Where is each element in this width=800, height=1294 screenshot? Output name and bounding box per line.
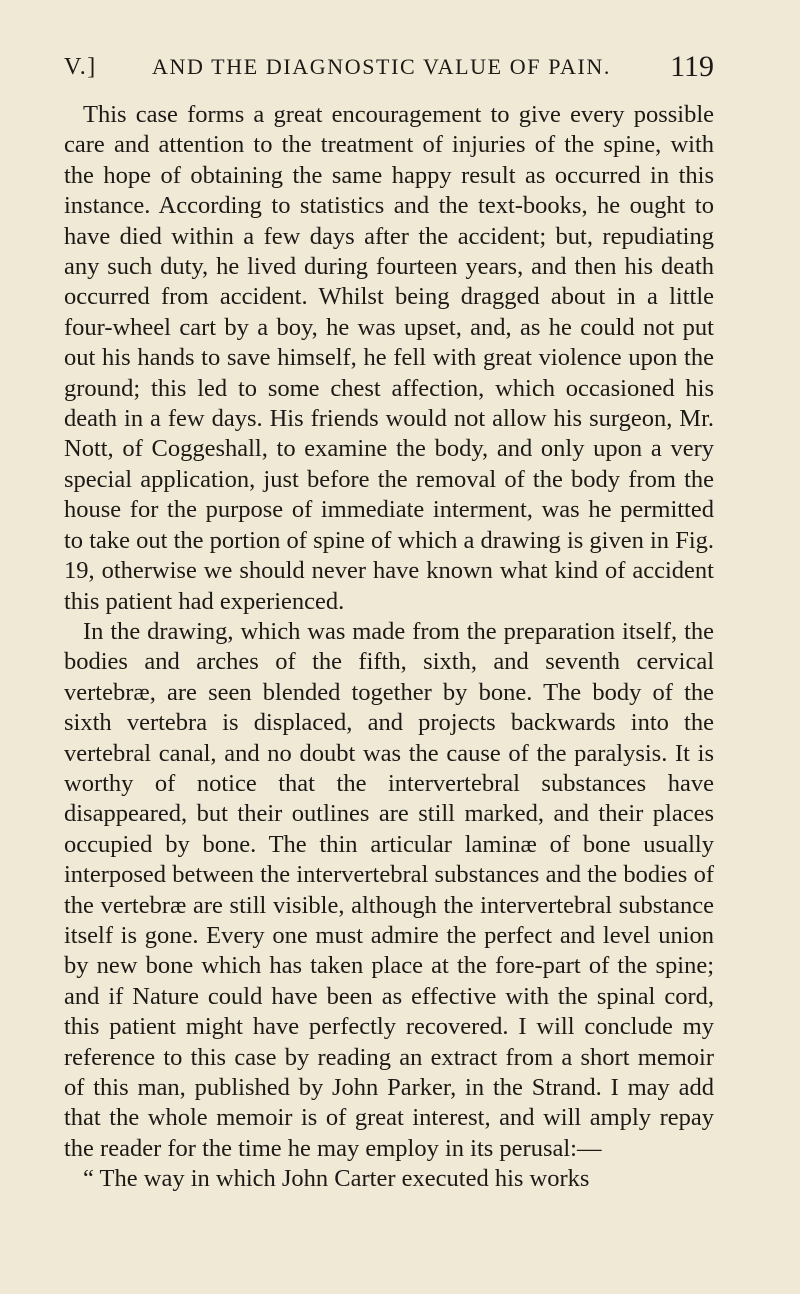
running-head	[64, 50, 714, 90]
paragraph-3: “ The way in which John Carter executed his works	[83, 1165, 590, 1193]
body-text	[64, 100, 714, 1195]
page-number: 119	[670, 50, 714, 83]
running-title: AND THE DIAGNOSTIC VALUE OF PAIN.	[152, 54, 612, 79]
paragraph-1: This case forms a great encouragement to give every possible care and attention to the treatment of injuries of the spine, with the hope of obtaining the same happy result as occurred in this instance. According to statistics and the text-books, he ought to have died within a few days after the accident; but, repudiating any such duty, he lived during fourteen years, and then his death occurred from accident. Whilst being dragged about in a little four-wheel cart by a boy, he was upset, and, as he could not put out his hands to save himself, he fell with great violence upon the ground; this led to some chest affection, which occasioned his death in a few days. His friends would not allow his surgeon, Mr. Nott, of Coggeshall, to examine the body, and only upon a very special application, just before the removal of the body from the house for the purpose of immediate interment, was he permitted to take out the portion of spine of which a drawing is given in Fig. 19, otherwise we should never have known what kind of accident this patient had experienced.	[64, 101, 714, 615]
paragraph-2: In the drawing, which was made from the preparation itself, the bodies and arches of the fifth, sixth, and seventh cervical vertebræ, are seen blended together by bone. The body of the sixth vertebra is displaced, and projects backwards into the vertebral canal, and no doubt was the cause of the paralysis. It is worthy of notice that the intervertebral substances have disappeared, but their outlines are still marked, and their places occupied by bone. The thin articular laminæ of bone usually interposed between the intervertebral substances and the bodies of the vertebræ are still visible, although the intervertebral substance itself is gone. Every one must admire the perfect and level union by new bone which has taken place at the fore-part of the spine; and if Nature could have been as effective with the spinal cord, this patient might have perfectly recovered. I will conclude my reference to this case by reading an extract from a short memoir of this man, published by John Parker, in the Strand. I may add that the whole memoir is of great interest, and will amply repay the reader for the time he may employ in its perusal:—	[64, 617, 714, 1162]
chapter-number: V.]	[64, 54, 97, 80]
